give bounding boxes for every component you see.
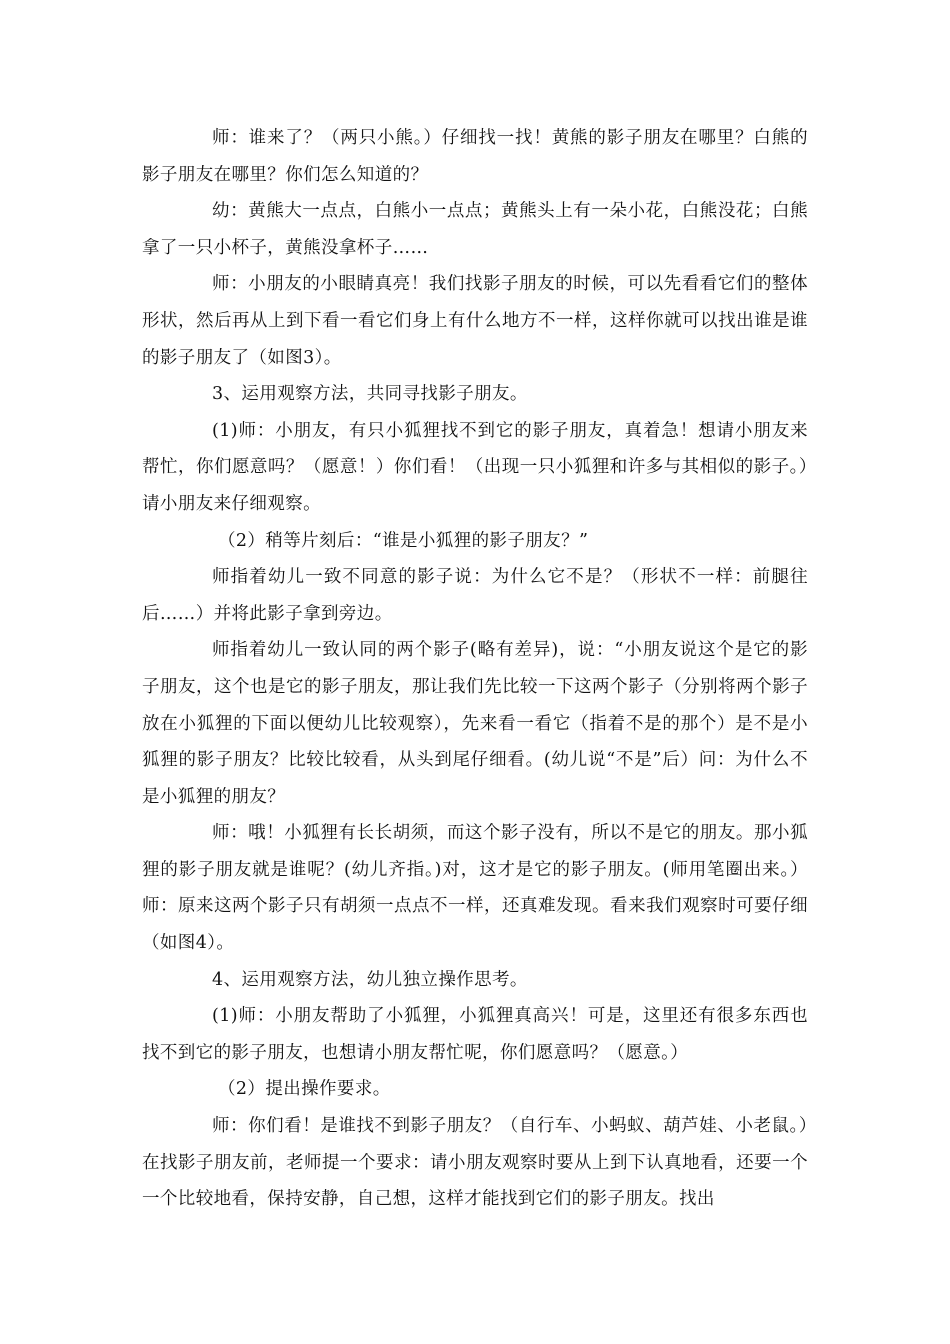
paragraph-teacher-praise: 师：小朋友的小眼睛真亮！我们找影子朋友的时候，可以先看看它们的整体形状，然后再从上到下看一看它们身上有什么地方不一样，这样你就可以找出谁是谁的影子朋友了（如图3）。 xyxy=(142,274,808,368)
paragraph-not-agree: 师指着幼儿一致不同意的影子说：为什么它不是？（形状不一样：前腿往后……）并将此影子拿到旁边。 xyxy=(142,567,808,624)
paragraph-wait-question: （2）稍等片刻后：“谁是小狐狸的影子朋友？” xyxy=(218,530,589,551)
section-heading-4: 4、运用观察方法，幼儿独立操作思考。 xyxy=(212,969,528,990)
paragraph-teacher-bears: 师：谁来了？（两只小熊。）仔细找一找！黄熊的影子朋友在哪里？白熊的影子朋友在哪里？你们怎么知道的？ xyxy=(142,128,808,185)
paragraph-compare-shadows: 师指着幼儿一致认同的两个影子(略有差异)，说：“小朋友说这个是它的影子朋友，这个也是它的影子朋友，那让我们先比较一下这两个影子（分别将两个影子放在小狐狸的下面以便幼儿比较观察），先来看一看它（指着不是的那个）是不是小狐狸的影子朋友？比较比较看，从头到尾仔细看。(幼儿说“不是”后）问：为什么不是小狐狸的朋友？ xyxy=(142,640,808,807)
paragraph-fox-intro: (1)师：小朋友，有只小狐狸找不到它的影子朋友，真着急！想请小朋友来帮忙，你们愿意吗？（愿意！）你们看！（出现一只小狐狸和许多与其相似的影子。）请小朋友来仔细观察。 xyxy=(142,420,808,514)
paragraph-help-others: (1)师：小朋友帮助了小狐狸，小狐狸真高兴！可是，这里还有很多东西也找不到它的影子朋友，也想请小朋友帮忙呢，你们愿意吗？（愿意。） xyxy=(142,1006,808,1063)
paragraph-child-answer: 幼：黄熊大一点点，白熊小一点点；黄熊头上有一朵小花，白熊没花；白熊拿了一只小杯子，黄熊没拿杯子…… xyxy=(142,201,808,258)
document-body xyxy=(142,120,808,1218)
paragraph-find-shadows: 师：你们看！是谁找不到影子朋友？（自行车、小蚂蚁、葫芦娃、小老鼠。）在找影子朋友前，老师提一个要求：请小朋友观察时要从上到下认真地看，还要一个一个比较地看，保持安静，自己想，这样才能找到它们的影子朋友。找出 xyxy=(142,1116,808,1210)
paragraph-whiskers: 师：哦！小狐狸有长长胡须，而这个影子没有，所以不是它的朋友。那小狐狸的影子朋友就是谁呢？(幼儿齐指。)对，这才是它的影子朋友。(师用笔圈出来。）师：原来这两个影子只有胡须一点点不一样，还真难发现。看来我们观察时可要仔细（如图4）。 xyxy=(142,823,808,954)
paragraph-requirements: （2）提出操作要求。 xyxy=(218,1079,391,1100)
section-heading-3: 3、运用观察方法，共同寻找影子朋友。 xyxy=(212,384,528,405)
